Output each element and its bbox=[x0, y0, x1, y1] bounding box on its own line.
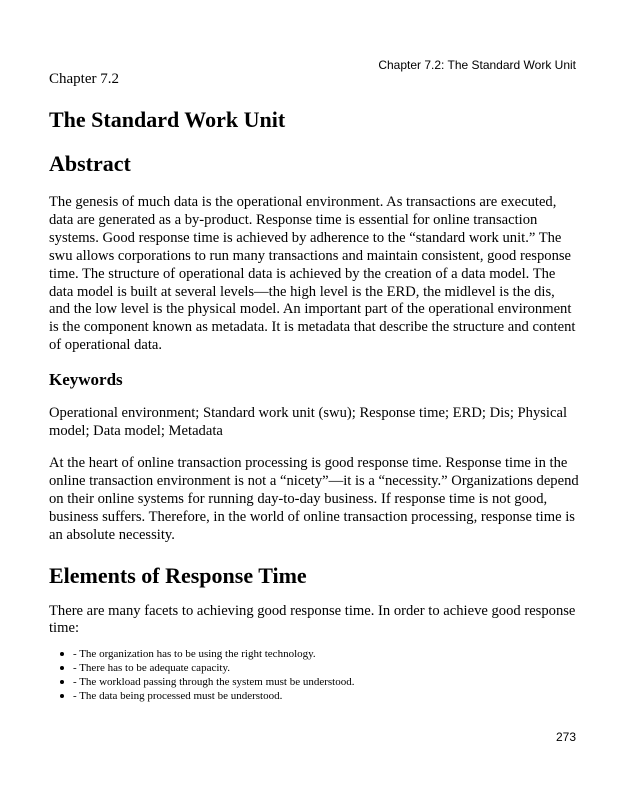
bullet-list bbox=[49, 647, 579, 703]
keywords-text: Operational environment; Standard work unit (swu); Response time; ERD; Dis; Physical model; Data model; Metadata bbox=[49, 405, 567, 440]
list-item bbox=[49, 689, 579, 703]
list-item bbox=[49, 675, 579, 689]
elements-intro: There are many facets to achieving good response time. In order to achieve good response time: bbox=[49, 602, 576, 637]
list-item bbox=[49, 647, 579, 661]
page-content bbox=[49, 70, 579, 703]
chapter-title: The Standard Work Unit bbox=[49, 107, 286, 132]
keywords-heading: Keywords bbox=[49, 370, 123, 390]
list-item-text: - The workload passing through the system must be understood. bbox=[73, 676, 355, 689]
bullet-icon bbox=[60, 680, 64, 684]
running-header: Chapter 7.2: The Standard Work Unit bbox=[378, 58, 576, 72]
list-item-text: - The data being processed must be understood. bbox=[73, 690, 283, 703]
list-item-text: - The organization has to be using the right technology. bbox=[73, 648, 316, 661]
chapter-label: Chapter 7.2 bbox=[49, 71, 119, 87]
abstract-text: The genesis of much data is the operational environment. As transactions are executed, data are generated as a by-product. Response time is essential for online transaction systems. Good response time is achieved by adherence to the “standard work unit.” The swu allows corporations to run many transactions and maintain consistent, good response time. The structure of operational data is achieved by the creation of a data model. The data model is built at several levels—the high level is the ERD, the midlevel is the dis, and the low level is the physical model. An important part of the operational environment is the component known as metadata. It is metadata that describe the structure and content of operational data. bbox=[49, 194, 576, 354]
elements-heading: Elements of Response Time bbox=[49, 562, 307, 588]
bullet-icon bbox=[60, 652, 64, 656]
list-item bbox=[49, 661, 579, 675]
page-number: 273 bbox=[555, 730, 576, 744]
list-item-text: - There has to be adequate capacity. bbox=[73, 662, 230, 675]
abstract-heading: Abstract bbox=[49, 151, 131, 176]
intro-paragraph: At the heart of online transaction processing is good response time. Response time in the online transaction environment is not a “nicety”—it is a “necessity.” Organizations depend on their online systems for running day-to-day business. If response time is not good, business suffers. Therefore, in the world of online transaction processing, response time is an absolute necessity. bbox=[49, 454, 579, 543]
bullet-icon bbox=[60, 666, 64, 670]
bullet-icon bbox=[60, 694, 64, 698]
